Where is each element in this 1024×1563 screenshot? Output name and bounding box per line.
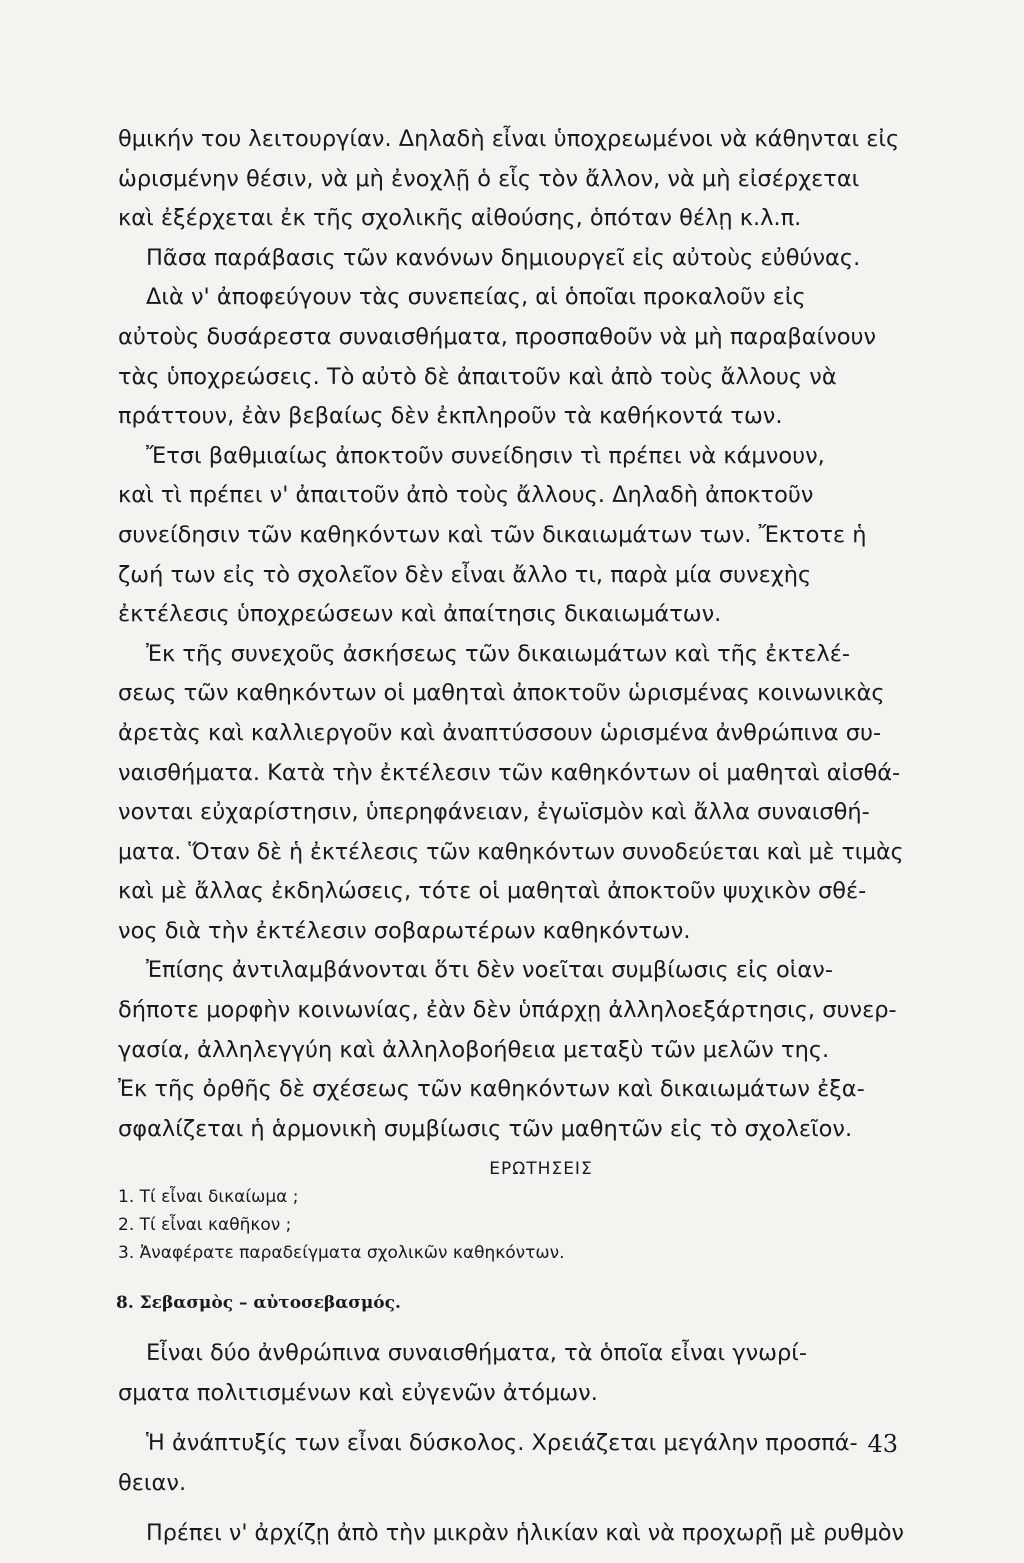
text-line: Πᾶσα παράβασις τῶν κανόνων δημιουργεῖ εἰς αὐτοὺς εὐθύνας. bbox=[146, 244, 861, 271]
text-line: ζωή των εἰς τὸ σχολεῖον δὲν εἶναι ἄλλο τι, παρὰ μία συνεχὴς bbox=[118, 561, 812, 588]
questions-list bbox=[118, 1183, 904, 1267]
text-line: τὰς ὑποχρεώσεις. Τὸ αὐτὸ δὲ ἀπαιτοῦν καὶ ἀπὸ τοὺς ἄλλους νὰ bbox=[118, 363, 837, 390]
text-line: γασία, ἀλληλεγγύη καὶ ἀλληλοβοήθεια μεταξὺ τῶν μελῶν της. bbox=[118, 1036, 830, 1063]
text-line: νονται εὐχαρίστησιν, ὑπερηφάνειαν, ἐγωϊσμὸν καὶ ἄλλα συναισθή- bbox=[118, 799, 870, 826]
section-paragraph-2 bbox=[118, 1423, 904, 1503]
text-line: αὐτοὺς δυσάρεστα συναισθήματα, προσπαθοῦν νὰ μὴ παραβαίνουν bbox=[118, 323, 877, 350]
text-line: Ἐκ τῆς συνεχοῦς ἀσκήσεως τῶν δικαιωμάτων καὶ τῆς ἐκτελέ- bbox=[146, 640, 850, 667]
text-line: Εἶναι δύο ἀνθρώπινα συναισθήματα, τὰ ὁποῖα εἶναι γνωρί- bbox=[146, 1340, 807, 1367]
page-body bbox=[118, 120, 904, 1563]
text-line: θμικήν του λειτουργίαν. Δηλαδὴ εἶναι ὑποχρεωμένοι νὰ κάθηνται εἰς bbox=[118, 126, 900, 152]
text-line: ὡρισμένην θέσιν, νὰ μὴ ἐνοχλῇ ὁ εἷς τὸν ἄλλον, νὰ μὴ εἰσέρχεται bbox=[118, 165, 860, 192]
section-title: 8. Σεβασμὸς – αὐτοσεβασμός. bbox=[116, 1293, 401, 1314]
text-line: ματα. Ὅταν δὲ ἡ ἐκτέλεσις τῶν καθηκόντων συνοδεύεται καὶ μὲ τιμὰς bbox=[118, 839, 904, 865]
text-line: θειαν. bbox=[118, 1470, 187, 1497]
question-item: 3. Ἀναφέρατε παραδείγματα σχολικῶν καθηκόντων. bbox=[118, 1243, 565, 1264]
questions-heading: ΕΡΩΤΗΣΕΙΣ bbox=[489, 1159, 593, 1180]
text-line: συνείδησιν τῶν καθηκόντων καὶ τῶν δικαιωμάτων των. Ἔκτοτε ἡ bbox=[118, 521, 867, 548]
paragraph-6 bbox=[118, 951, 904, 1149]
text-line: Πρέπει ν' ἀρχίζῃ ἀπὸ τὴν μικρὰν ἡλικίαν καὶ νὰ προχωρῇ μὲ ρυθμὸν bbox=[146, 1520, 904, 1547]
question-item: 1. Τί εἶναι δικαίωμα ; bbox=[118, 1187, 299, 1208]
text-line: ναισθήματα. Κατὰ τὴν ἐκτέλεσιν τῶν καθηκόντων οἱ μαθηταὶ αἰσθά- bbox=[118, 759, 901, 786]
text-line: νος διὰ τὴν ἐκτέλεσιν σοβαρωτέρων καθηκόντων. bbox=[118, 917, 691, 944]
text-line: Ἐκ τῆς ὀρθῆς δὲ σχέσεως τῶν καθηκόντων καὶ δικαιωμάτων ἐξα- bbox=[118, 1076, 865, 1103]
text-line: Διὰ ν' ἀποφεύγουν τὰς συνεπείας, αἱ ὁποῖαι προκαλοῦν εἰς bbox=[146, 284, 806, 311]
text-line: ἐκτέλεσις ὑποχρεώσεων καὶ ἀπαίτησις δικαιωμάτων. bbox=[118, 601, 722, 628]
text-line: καὶ τὶ πρέπει ν' ἀπαιτοῦν ἀπὸ τοὺς ἄλλους. Δηλαδὴ ἀποκτοῦν bbox=[118, 482, 814, 509]
paragraph-2 bbox=[118, 239, 904, 279]
page-number: 43 bbox=[867, 1430, 898, 1458]
paragraph-4 bbox=[118, 437, 904, 635]
text-line: δήποτε μορφὴν κοινωνίας, ἐὰν δὲν ὑπάρχῃ ἀλληλοεξάρτησις, συνερ- bbox=[118, 997, 897, 1024]
text-line: σεως τῶν καθηκόντων οἱ μαθηταὶ ἀποκτοῦν ὡρισμένας κοινωνικὰς bbox=[118, 680, 885, 707]
text-line: Ἡ ἀνάπτυξίς των εἶναι δύσκολος. Χρειάζεται μεγάλην προσπά- bbox=[146, 1430, 858, 1457]
section-paragraph-3 bbox=[118, 1513, 904, 1553]
text-line: σφαλίζεται ἡ ἁρμονικὴ συμβίωσις τῶν μαθητῶν εἰς τὸ σχολεῖον. bbox=[118, 1115, 853, 1142]
text-line: καὶ μὲ ἄλλας ἐκδηλώσεις, τότε οἱ μαθηταὶ ἀποκτοῦν ψυχικὸν σθέ- bbox=[118, 878, 867, 905]
text-line: Ἔτσι βαθμιαίως ἀποκτοῦν συνείδησιν τὶ πρέπει νὰ κάμνουν, bbox=[146, 442, 825, 469]
text-line: σματα πολιτισμένων καὶ εὐγενῶν ἀτόμων. bbox=[118, 1380, 598, 1407]
question-item: 2. Τί εἶναι καθῆκον ; bbox=[118, 1215, 292, 1236]
paragraph-3 bbox=[118, 278, 904, 436]
paragraph-1 bbox=[118, 120, 904, 239]
section-paragraph-1 bbox=[118, 1333, 904, 1413]
paragraph-5 bbox=[118, 635, 904, 952]
text-line: πράττουν, ἐὰν βεβαίως δὲν ἐκπληροῦν τὰ καθήκοντά των. bbox=[118, 403, 783, 430]
text-line: καὶ ἐξέρχεται ἐκ τῆς σχολικῆς αἰθούσης, ὁπόταν θέλῃ κ.λ.π. bbox=[118, 205, 802, 232]
text-line: ἀρετὰς καὶ καλλιεργοῦν καὶ ἀναπτύσσουν ὡρισμένα ἀνθρώπινα συ- bbox=[118, 719, 882, 746]
text-line: Ἐπίσης ἀντιλαμβάνονται ὅτι δὲν νοεῖται συμβίωσις εἰς οἱαν- bbox=[146, 957, 833, 984]
